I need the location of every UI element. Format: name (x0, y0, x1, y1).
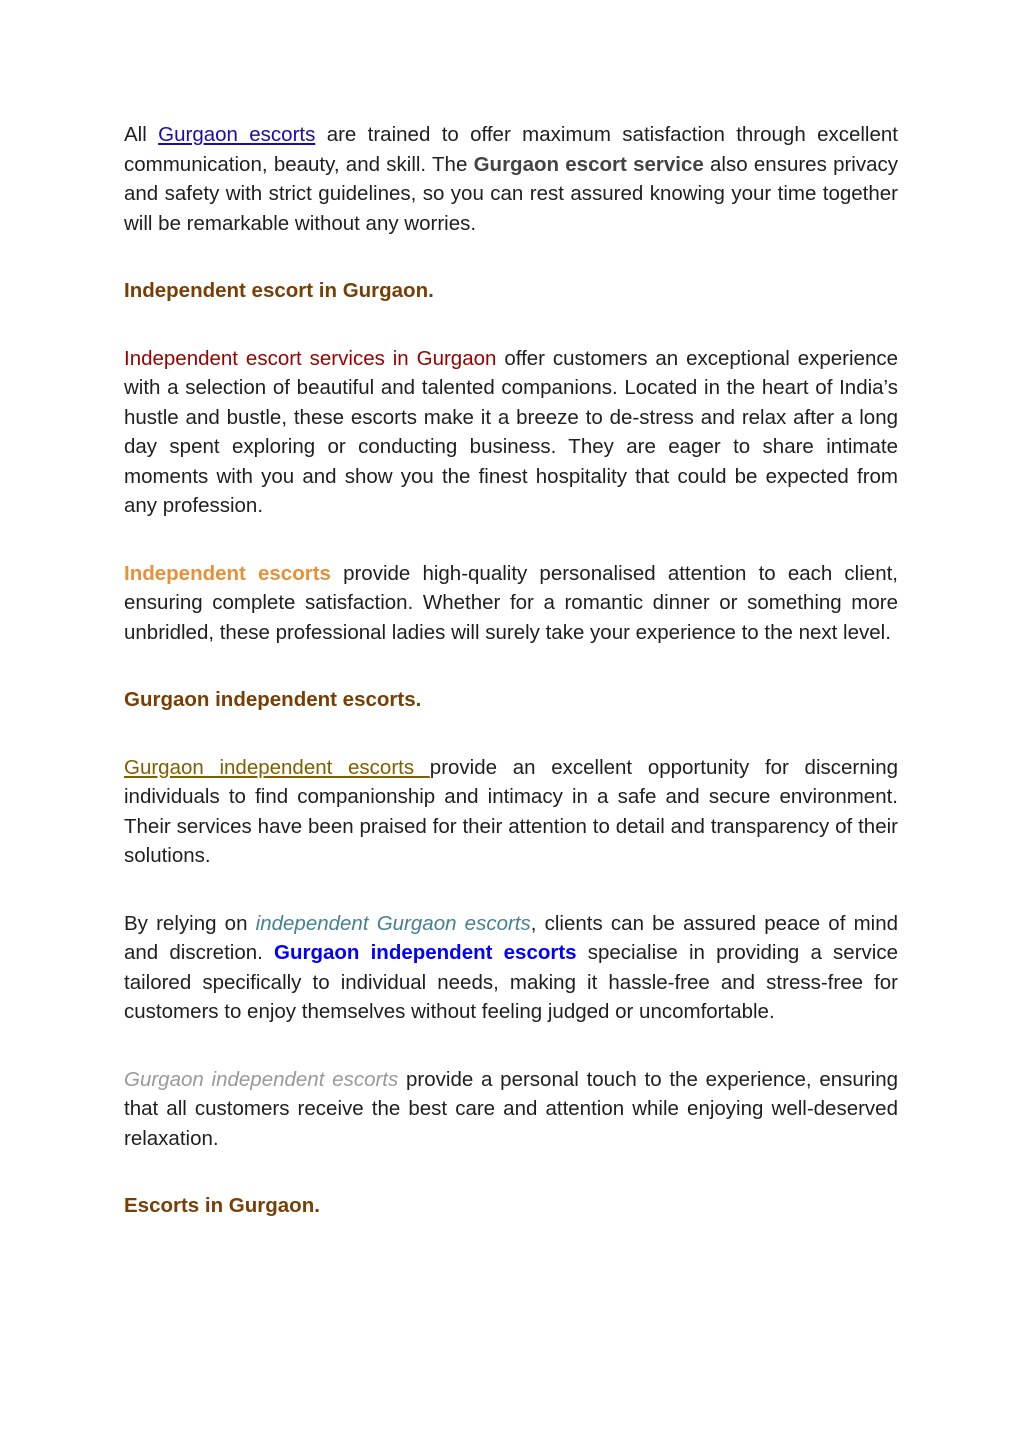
text-run: provide high-quality personalised attention to each client, ensuring complete satisfaction. Whether for a romantic dinner or something more unbridled, these professional ladies will surely take your experience to the next level. (124, 561, 898, 644)
section-heading-gurgaon-independent: Gurgaon independent escorts. (124, 688, 422, 711)
text-run: provide an excellent opportunity for discerning individuals to find companionship and intimacy in a safe and secure environment. Their services have been praised for their attention to detail and transparency of their solutions. (124, 755, 898, 867)
text-run: provide a personal touch to the experience, ensuring that all customers receive the best care and attention while enjoying well-deserved relaxation. (124, 1067, 899, 1150)
paragraph-opportunity (124, 753, 898, 871)
section-heading-independent-escort: Independent escort in Gurgaon. (124, 279, 434, 302)
paragraph-independent-services (124, 344, 898, 521)
paragraph-independent-escorts (124, 559, 898, 648)
paragraph-personal-touch (124, 1065, 898, 1154)
italic-teal-phrase: independent Gurgaon escorts (255, 911, 531, 935)
paragraph-relying-on (124, 909, 898, 1027)
italic-gray-phrase: Gurgaon independent escorts (124, 1067, 399, 1091)
bold-blue-phrase: Gurgaon independent escorts (274, 941, 577, 964)
bold-orange-phrase: Independent escorts (124, 561, 331, 585)
document-page (124, 120, 898, 1259)
gurgaon-independent-escorts-link[interactable]: Gurgaon independent escorts (124, 755, 430, 779)
text-run: also ensures privacy and safety with strict guidelines, so you can rest assured knowing your time together will be remarkable without any worries. (124, 152, 899, 235)
paragraph-intro (124, 120, 898, 238)
text-run: All (124, 123, 159, 146)
text-run: By relying on (124, 911, 256, 935)
bold-phrase: Gurgaon escort service (473, 152, 704, 176)
colored-phrase: Independent escort services in Gurgaon (124, 346, 497, 370)
gurgaon-escorts-link[interactable]: Gurgaon escorts (158, 123, 316, 146)
text-run: , clients can be assured peace of mind and discretion. (124, 911, 899, 964)
text-run: offer customers an exceptional experience with a selection of beautiful and talented companions. Located in the heart of India’s hustle and bustle, these escorts make it a breeze to de-stress and relax after a long day spent exploring or conducting business. They are eager to share intimate moments with you and show you the finest hospitality that could be expected from any profession. (124, 346, 899, 517)
section-heading-escorts-in-gurgaon: Escorts in Gurgaon. (124, 1194, 320, 1217)
text-run: are trained to offer maximum satisfaction through excellent communication, beauty, and skill. The (124, 123, 898, 176)
text-run: specialise in providing a service tailored specifically to individual needs, making it hassle-free and stress-free for customers to enjoy themselves without feeling judged or uncomfortable. (124, 941, 898, 1023)
